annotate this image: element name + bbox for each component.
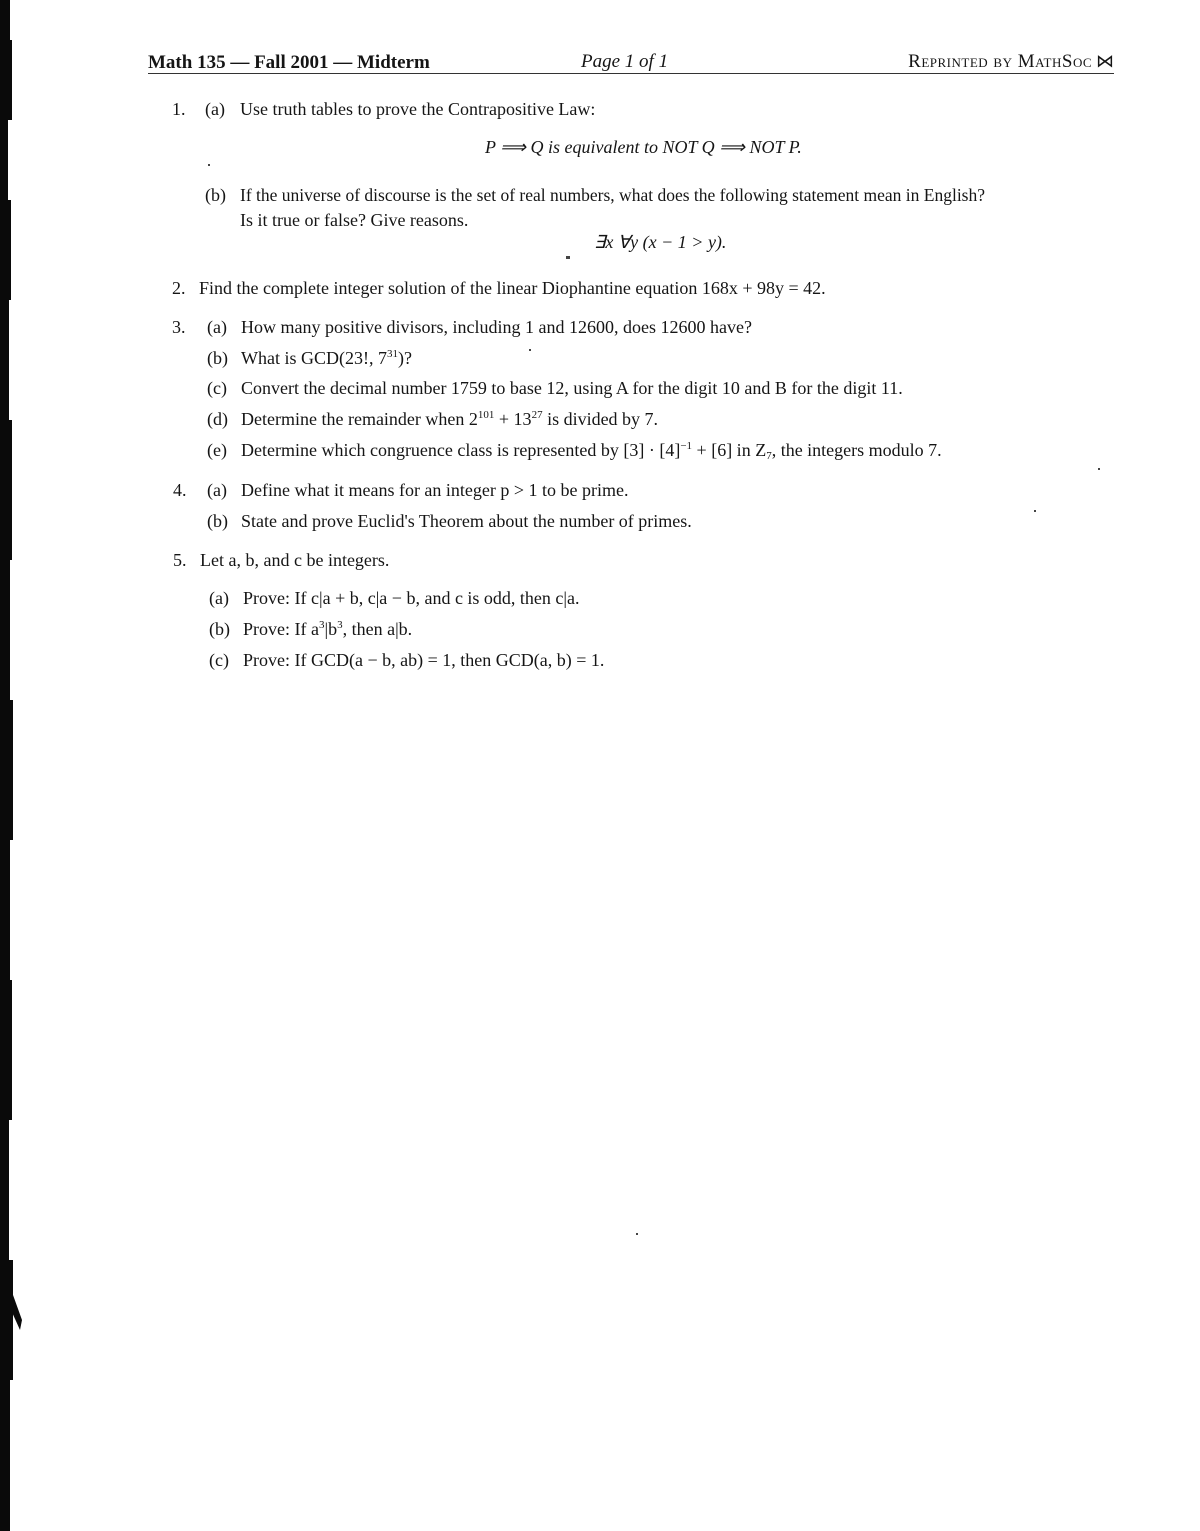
scan-speck <box>566 256 570 259</box>
course-title: Math 135 — Fall 2001 — Midterm <box>148 52 430 73</box>
part-label: (a) <box>207 317 227 337</box>
part-label: (d) <box>207 409 228 429</box>
question-5c-text: Prove: If GCD(a − b, ab) = 1, then GCD(a, b) = 1. <box>243 650 605 670</box>
question-1b-line1: If the universe of discourse is the set of real numbers, what does the following statement mean in English? <box>240 185 986 205</box>
scan-speck <box>636 1233 638 1235</box>
question-1a-text: Use truth tables to prove the Contrapositive Law: <box>240 99 596 119</box>
question-5a-text: Prove: If c|a + b, c|a − b, and c is odd, then c|a. <box>243 588 580 608</box>
question-1b-line2: Is it true or false? Give reasons. <box>240 210 469 230</box>
scan-speck <box>529 349 531 351</box>
question-3c-text: Convert the decimal number 1759 to base 12, using A for the digit 10 and B for the digit 11. <box>241 378 903 398</box>
part-label: (c) <box>209 650 229 670</box>
question-number: 2. <box>172 278 186 298</box>
part-label: (a) <box>209 588 229 608</box>
page-number: Page 1 of 1 <box>581 51 669 72</box>
scan-speck <box>1098 468 1100 470</box>
question-3e-text: Determine which congruence class is represented by $[3] \cdot [4]^{-1} + [6]$ in $Z_7$, the integers modulo 7. <box>241 440 942 462</box>
question-3b-text: What is GCD(23!, $7^{31}$)? <box>241 348 412 368</box>
question-number: 3. <box>172 317 186 337</box>
scan-speck <box>1034 510 1036 512</box>
part-label: (a) <box>207 480 227 500</box>
question-5b-text: Prove: If $a^3|b^3$, then a|b. <box>243 619 413 639</box>
part-label: (b) <box>205 185 226 205</box>
part-label: (e) <box>207 440 227 460</box>
part-label: (b) <box>207 348 228 368</box>
page-header <box>148 50 1114 78</box>
part-label: (b) <box>207 511 228 531</box>
question-3d-text: Determine the remainder when $2^{101} + 13^{27}$ is divided by 7. <box>241 409 659 429</box>
question-number: 5. <box>173 550 187 570</box>
question-4b-text: State and prove Euclid's Theorem about the number of primes. <box>241 511 692 531</box>
contrapositive-display: P ⟹ Q is equivalent to NOT Q ⟹ NOT P. <box>485 137 802 157</box>
reprint-credit: Reprinted by MathSoc <box>908 51 1092 72</box>
question-2-text: Find the complete integer solution of the linear Diophantine equation 168x + 98y = 42. <box>199 278 826 298</box>
part-label: (b) <box>209 619 230 639</box>
question-number: 4. <box>173 480 187 500</box>
question-3a-text: How many positive divisors, including 1 and 12600, does 12600 have? <box>241 317 752 337</box>
question-number: 1. <box>172 99 186 119</box>
part-label: (c) <box>207 378 227 398</box>
scan-speck <box>208 164 210 166</box>
question-5-intro: Let a, b, and c be integers. <box>200 550 390 570</box>
bowtie-icon: ⋈ <box>1096 51 1114 71</box>
part-label: (a) <box>205 99 225 119</box>
quantifier-display: ∃x ∀y (x − 1 > y). <box>594 232 727 252</box>
question-4a-text: Define what it means for an integer p > 1 to be prime. <box>241 480 629 500</box>
header-rule <box>148 73 1114 74</box>
